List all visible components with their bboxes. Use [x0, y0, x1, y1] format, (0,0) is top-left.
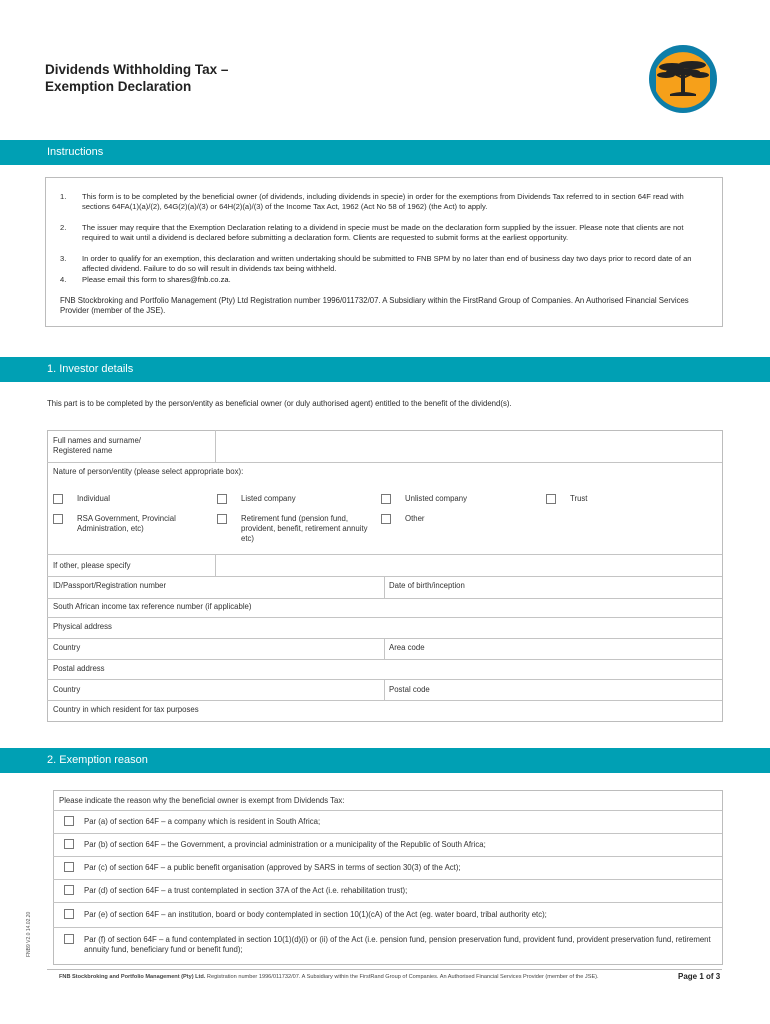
tax-residence-label: Country in which resident for tax purposes [53, 705, 199, 714]
footer-company-name: FNB Stockbroking and Portfolio Management (Pty) Ltd. [59, 974, 206, 980]
exemption-f-label: Par (f) of section 64F – a fund contemplated in section 10(1)(d)(i) or (ii) of the Act (i.e. pension fund, pension preservation fund, provident fund, provident preservation fund, retirement annuity fund, beneficiary fund or benefit fund); [84, 935, 711, 954]
exemption-c-checkbox[interactable] [64, 862, 74, 872]
unlisted-company-label: Unlisted company [405, 494, 467, 503]
exemption-reason-heading: 2. Exemption reason [47, 754, 148, 766]
instruction-text: In order to qualify for an exemption, this declaration and written undertaking should be submitted to FNB SPM by no later than end of business day two days prior to record date of an affected dividend. Failure to do so will result in dividends tax being withheld. [82, 254, 692, 273]
listed-company-label: Listed company [241, 494, 296, 503]
country-label: Country [53, 643, 81, 652]
fnb-tree-logo-icon [648, 45, 718, 113]
instructions-header [0, 140, 770, 165]
unlisted-company-checkbox[interactable] [381, 494, 391, 504]
area-code-label: Area code [389, 643, 425, 652]
id-number-label: ID/Passport/Registration number [53, 581, 167, 590]
exemption-a-label: Par (a) of section 64F – a company which is resident in South Africa; [84, 817, 321, 826]
investor-details-heading: 1. Investor details [47, 363, 134, 375]
email-tail: . [228, 275, 231, 284]
email-link[interactable]: shares@fnb.co.za [167, 275, 229, 284]
footer-company-details: Registration number 1996/011732/07. A Subsidiary within the FirstRand Group of Companies. An Authorised Financial Services Provider (member of the JSE). [205, 974, 599, 980]
footer-company [59, 974, 599, 980]
exemption-b-label: Par (b) of section 64F – the Government, a provincial administration or a municipality of the Republic of South Africa; [84, 840, 486, 849]
title-line-2: Exemption Declaration [45, 79, 192, 94]
investor-intro: This part is to be completed by the person/entity as beneficial owner (or duly authorised agent) entitled to the benefit of the dividend(s). [47, 399, 512, 408]
rsa-government-checkbox[interactable] [53, 514, 63, 524]
postal-code-label: Postal code [389, 685, 430, 694]
postal-address-label: Postal address [53, 664, 105, 673]
retirement-fund-checkbox[interactable] [217, 514, 227, 524]
instruction-number: 1. [60, 192, 67, 201]
exemption-b-checkbox[interactable] [64, 839, 74, 849]
other-specify-label: If other, please specify [53, 561, 131, 570]
page-number: Page 1 of 3 [678, 972, 721, 981]
exemption-reason-header [0, 748, 770, 773]
exemption-intro: Please indicate the reason why the beneficial owner is exempt from Dividends Tax: [59, 796, 345, 805]
trust-label: Trust [570, 494, 588, 503]
investor-details-header [0, 357, 770, 382]
exemption-e-label: Par (e) of section 64F – an institution, board or body contemplated in section 10(1)(cA) of the Act (eg. water board, tribal authority etc); [84, 910, 547, 919]
instructions-heading: Instructions [47, 146, 104, 158]
retirement-fund-label: Retirement fund (pension fund, provident, benefit, retirement annuity etc) [241, 514, 368, 543]
individual-checkbox[interactable] [53, 494, 63, 504]
exemption-e-checkbox[interactable] [64, 909, 74, 919]
instruction-text [82, 275, 710, 285]
page-title [45, 61, 228, 95]
instruction-text: This form is to be completed by the beneficial owner (of dividends, including dividends in specie) in order for the exemptions from Dividends Tax referred to in section 64F read with sections 64FA(1)(a)/(2), 64G(2)(a)/(3) or 64H(2)(a)/(3) of the Income Tax Act, 1962 (Act No 58 of 1962) (the Act) to apply. [82, 192, 684, 211]
other-label: Other [405, 514, 425, 523]
rsa-government-label: RSA Government, Provincial Administration, etc) [77, 514, 176, 533]
email-prompt: Please email this form to [82, 275, 168, 284]
form-version-code: FNB9 V2.0 14.02.20 [26, 911, 32, 957]
trust-checkbox[interactable] [546, 494, 556, 504]
listed-company-checkbox[interactable] [217, 494, 227, 504]
exemption-d-checkbox[interactable] [64, 885, 74, 895]
exemption-a-checkbox[interactable] [64, 816, 74, 826]
registration-note: FNB Stockbroking and Portfolio Management (Pty) Ltd Registration number 1996/011732/07. A Subsidiary within the FirstRand Group of Companies. An Authorised Financial Services Provider (member of the JSE). [60, 296, 689, 315]
postal-country-label: Country [53, 685, 81, 694]
full-names-field[interactable] [216, 431, 721, 462]
instruction-number: 2. [60, 223, 67, 232]
physical-address-label: Physical address [53, 622, 112, 631]
other-checkbox[interactable] [381, 514, 391, 524]
exemption-d-label: Par (d) of section 64F – a trust contemplated in section 37A of the Act (i.e. rehabilitation trust); [84, 886, 408, 895]
exemption-c-label: Par (c) of section 64F – a public benefit organisation (approved by SARS in terms of section 30(3) of the Act); [84, 863, 461, 872]
title-line-1: Dividends Withholding Tax – [45, 62, 229, 77]
exemption-f-checkbox[interactable] [64, 934, 74, 944]
instructions-box [45, 177, 723, 327]
instruction-number: 4. [60, 275, 67, 284]
instruction-number: 3. [60, 254, 67, 263]
tax-ref-label: South African income tax reference number (if applicable) [53, 602, 252, 611]
full-names-label: Full names and surname/ Registered name [53, 436, 141, 455]
dob-label: Date of birth/inception [389, 581, 465, 590]
other-specify-field[interactable] [216, 555, 721, 576]
instruction-text: The issuer may require that the Exemption Declaration relating to a dividend in specie must be made on the declaration form supplied by the issuer. Please note that clients are not required to wait until a dividend is declared before submitting a declaration form. Clients are requested to submit forms at the earliest opportunity. [82, 223, 684, 242]
individual-label: Individual [77, 494, 110, 503]
nature-label: Nature of person/entity (please select appropriate box): [53, 467, 244, 476]
